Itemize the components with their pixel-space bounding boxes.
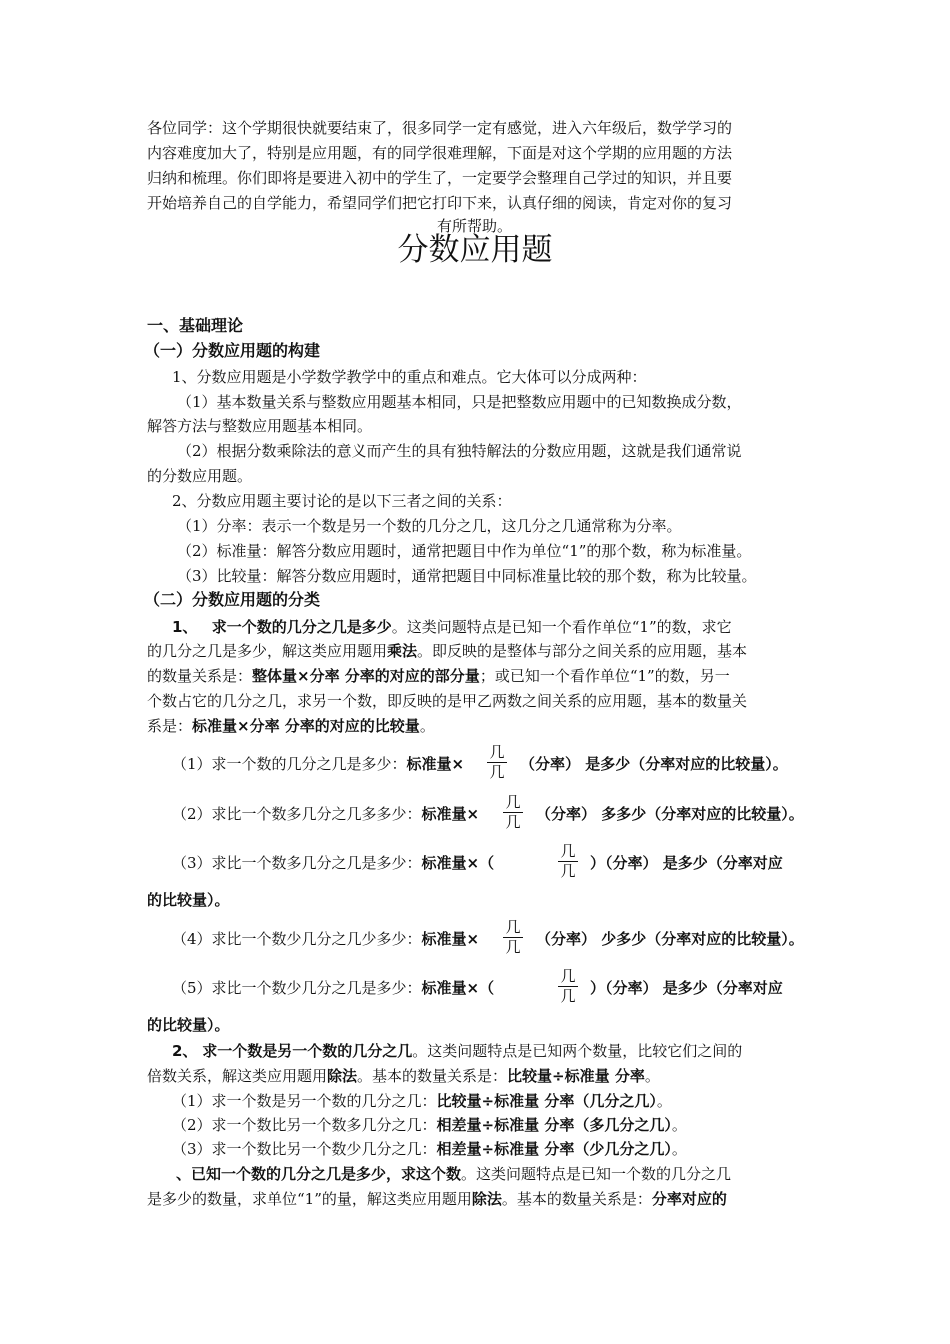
formula: 比较量÷标准量 分率（几分之几） — [436, 1092, 657, 1110]
text: （2）求一个数比另一个数多几分之几： — [172, 1116, 437, 1134]
intro-line-1: 各位同学：这个学期很快就要结束了，很多同学一定有感觉，进入六年级后，数学学习的 — [147, 119, 733, 137]
type2-item-3 — [172, 1139, 687, 1159]
formula: 标准量×分率 分率的对应的比较量 — [192, 717, 420, 735]
type3-line-1 — [176, 1164, 731, 1184]
formula-item-2-tail: （分率） 多多少（分率对应的比较量）。 — [536, 805, 804, 823]
formula: 相差量÷标准量 分率（多几分之几） — [436, 1116, 672, 1134]
paragraph-1: 1、分数应用题是小学数学教学中的重点和难点。它大体可以分成两种： — [172, 368, 647, 386]
formula-item-3-wrap: 的比较量）。 — [147, 891, 230, 909]
type3-line-2 — [147, 1189, 727, 1209]
type2-line-1 — [172, 1041, 742, 1061]
text: （3）求一个数比另一个数少几分之几： — [172, 1140, 437, 1158]
type1-desc: 。这类问题特点是已知一个看作单位“1”的数，求它 — [391, 618, 732, 636]
type2-line-2 — [147, 1066, 660, 1086]
formula-item-5-wrap: 的比较量）。 — [147, 1016, 230, 1034]
formula-item-1-tail: （分率） 是多少（分率对应的比较量）。 — [520, 755, 788, 773]
text: 的几分之几是多少，解这类应用题用 — [147, 642, 388, 660]
fraction-1 — [487, 744, 507, 781]
text: 。 — [671, 1140, 687, 1158]
paragraph-1b-line-2: 的分数应用题。 — [147, 467, 253, 485]
text: （4）求比一个数少几分之几少多少： — [172, 930, 422, 948]
fraction-2 — [503, 794, 523, 831]
intro-line-5: 有所帮助。 — [437, 217, 513, 235]
type2-desc: 。这类问题特点是已知两个数量，比较它们之间的 — [412, 1042, 743, 1060]
denominator: 几 — [489, 763, 505, 781]
type3-desc: 。这类问题特点是已知一个数的几分之几 — [461, 1165, 732, 1183]
numerator: 几 — [487, 744, 507, 763]
type1-line-1 — [172, 617, 732, 637]
text: 。 — [419, 717, 435, 735]
type2-item-1 — [172, 1091, 672, 1111]
text: 的数量关系是： — [147, 667, 253, 685]
numerator: 几 — [558, 968, 578, 987]
fraction-5 — [558, 968, 578, 1005]
formula-item-4 — [172, 929, 479, 949]
numerator: 几 — [503, 919, 523, 938]
type1-line-4: 个数占它的几分之几，求另一个数，即反映的是甲乙两数之间关系的应用题，基本的数量关 — [147, 692, 748, 710]
text: 倍数关系，解这类应用题用 — [147, 1067, 328, 1085]
text: 。 — [644, 1067, 660, 1085]
numerator: 几 — [503, 794, 523, 813]
subsection-heading-1: （一）分数应用题的构建 — [144, 341, 321, 360]
intro-line-4: 开始培养自己的自学能力，希望同学们把它打印下来，认真仔细的阅读，肯定对你的复习 — [147, 194, 733, 212]
text: （2）求比一个数多几分之几多多少： — [172, 805, 422, 823]
text: （1）求一个数的几分之几是多少： — [172, 755, 407, 773]
formula-item-4-tail: （分率） 少多少（分率对应的比较量）。 — [536, 930, 804, 948]
type1-number: 1、 — [172, 618, 198, 636]
paragraph-1a-line-2: 解答方法与整数应用题基本相同。 — [147, 417, 373, 435]
text: 。基本的数量关系是： — [501, 1190, 652, 1208]
type1-line-2 — [147, 641, 747, 661]
subsection-heading-2: （二）分数应用题的分类 — [144, 590, 321, 609]
text: 是多少的数量，求单位“1”的量，解这类应用题用 — [147, 1190, 472, 1208]
paragraph-2: 2、分数应用题主要讨论的是以下三者之间的关系： — [172, 492, 512, 510]
type2-number: 2、 — [172, 1042, 198, 1060]
text: 。基本的数量关系是： — [357, 1067, 508, 1085]
paragraph-2b: （2）标准量：解答分数应用题时，通常把题目中作为单位“1”的那个数，称为标准量。 — [177, 542, 752, 560]
fraction-3 — [558, 843, 578, 880]
denominator: 几 — [560, 987, 576, 1005]
paragraph-2a: （1）分率：表示一个数是另一个数的几分之几，这几分之几通常称为分率。 — [177, 517, 682, 535]
formula: 标准量× — [406, 755, 465, 773]
text: （5）求比一个数少几分之几是多少： — [172, 979, 422, 997]
text: （3）求比一个数多几分之几是多少： — [172, 854, 422, 872]
formula-item-3-tail: ）（分率） 是多少（分率对应 — [590, 854, 783, 872]
formula: 分率对应的 — [651, 1190, 727, 1208]
denominator: 几 — [505, 938, 521, 956]
intro-line-2: 内容难度加大了，特别是应用题，有的同学很难理解，下面是对这个学期的应用题的方法 — [147, 144, 733, 162]
type1-line-3 — [147, 666, 730, 686]
formula: 相差量÷标准量 分率（少几分之几） — [436, 1140, 672, 1158]
text: ；或已知一个看作单位“1”的数，另一 — [479, 667, 730, 685]
text: 。 — [656, 1092, 672, 1110]
page-title: 分数应用题 — [397, 232, 553, 268]
formula-item-3 — [172, 853, 494, 873]
formula: 标准量× — [421, 805, 480, 823]
formula-item-5 — [172, 978, 494, 998]
text: （1）求一个数是另一个数的几分之几： — [172, 1092, 437, 1110]
method-multiply: 乘法 — [387, 642, 418, 660]
method-divide: 除法 — [471, 1190, 502, 1208]
paragraph-1a-line-1: （1）基本数量关系与整数应用题基本相同，只是把整数应用题中的已知数换成分数， — [177, 393, 742, 411]
formula: 标准量× — [421, 930, 480, 948]
text: 系是： — [147, 717, 193, 735]
intro-line-3: 归纳和梳理。你们即将是要进入初中的学生了，一定要学会整理自己学过的知识，并且要 — [147, 169, 733, 187]
formula-item-2 — [172, 804, 479, 824]
fraction-4 — [503, 919, 523, 956]
formula: 标准量×（ — [421, 979, 495, 997]
paragraph-1b-line-1: （2）根据分数乘除法的意义而产生的具有独特解法的分数应用题，这就是我们通常说 — [177, 442, 742, 460]
type2-heading: 求一个数是另一个数的几分之几 — [202, 1042, 413, 1060]
numerator: 几 — [558, 843, 578, 862]
denominator: 几 — [505, 813, 521, 831]
paragraph-2c: （3）比较量：解答分数应用题时，通常把题目中同标准量比较的那个数，称为比较量。 — [177, 567, 757, 585]
formula-item-5-tail: ）（分率） 是多少（分率对应 — [590, 979, 783, 997]
type1-heading: 求一个数的几分之几是多少 — [211, 618, 392, 636]
denominator: 几 — [560, 862, 576, 880]
type1-line-5 — [147, 716, 435, 736]
formula: 标准量×（ — [421, 854, 495, 872]
type3-heading: 、已知一个数的几分之几是多少，求这个数 — [176, 1165, 462, 1183]
section-heading: 一、基础理论 — [147, 316, 244, 335]
formula: 整体量×分率 分率的对应的部分量 — [252, 667, 480, 685]
method-divide: 除法 — [327, 1067, 358, 1085]
text: 。即反映的是整体与部分之间关系的应用题，基本 — [417, 642, 748, 660]
formula-item-1 — [172, 754, 464, 774]
text: 。 — [671, 1116, 687, 1134]
formula: 比较量÷标准量 分率 — [507, 1067, 645, 1085]
type2-item-2 — [172, 1115, 687, 1135]
